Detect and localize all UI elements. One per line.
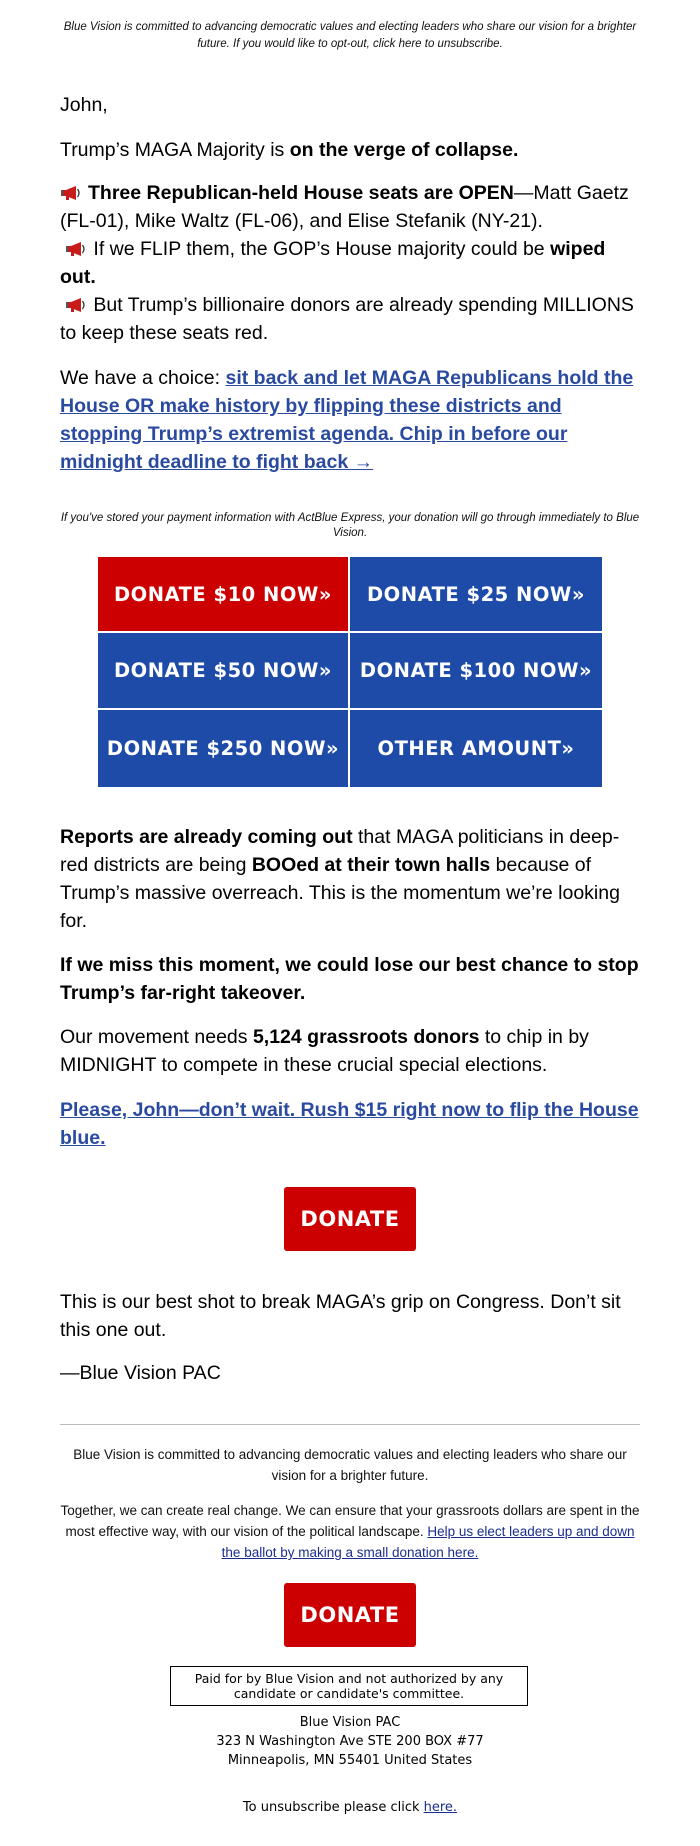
bullet-item — [60, 291, 640, 347]
footer-mission: Blue Vision is committed to advancing democratic values and electing leaders who share our vision for a brighter future. — [73, 1447, 627, 1483]
movement-text: Our movement needs — [60, 1026, 253, 1048]
hook-paragraph — [60, 136, 640, 164]
org-address — [60, 1713, 640, 1770]
donate-other-amount-button[interactable]: OTHER AMOUNT» — [350, 710, 602, 787]
address-line-1: 323 N Washington Ave STE 200 BOX #77 — [216, 1734, 484, 1749]
choice-text: We have a choice: — [60, 367, 226, 389]
bullet-list — [60, 179, 640, 347]
footer-divider — [60, 1424, 640, 1425]
org-name: Blue Vision PAC — [299, 1715, 401, 1730]
reports-text: that MAGA politicians in deep-red districts are being — [60, 826, 620, 876]
bullet2-text: If we FLIP them, the GOP’s House majority could be — [93, 238, 551, 260]
movement-paragraph — [60, 1023, 640, 1079]
hook-text: Trump’s MAGA Majority is — [60, 139, 290, 161]
footer-together-text: Together, we can create real change. We can ensure that your grassroots dollars are spent in the most effective way, with our vision of the political landscape. — [60, 1503, 640, 1539]
reports-text-end: because of Trump’s massive overreach. This is the momentum we’re looking for. — [60, 854, 620, 932]
miss-paragraph — [60, 951, 640, 1007]
header-optout-note: Blue Vision is committed to advancing democratic values and electing leaders who share our vision for a brighter future. If you would like to opt-out, click here to unsubscribe. — [63, 21, 637, 50]
choice-paragraph — [60, 364, 640, 476]
movement-text-end: to chip in by MIDNIGHT to compete in these crucial special elections. — [60, 1026, 589, 1076]
unsubscribe-line — [60, 1800, 640, 1815]
megaphone-icon — [65, 297, 87, 313]
reports-paragraph — [60, 823, 640, 935]
bullet3-text: But Trump’s billionaire donors are already spending MILLIONS to keep these seats red. — [60, 294, 634, 344]
reports-bold: Reports are already coming out — [60, 826, 353, 848]
bullet1-text: —Matt Gaetz (FL-01), Mike Waltz (FL-06), and Elise Stefanik (NY-21). — [60, 182, 629, 232]
donate-amount-grid — [98, 557, 602, 787]
bullet1-bold: Three Republican-held House seats are OPEN — [88, 182, 514, 204]
footer-together — [60, 1500, 640, 1563]
footer-donate-button[interactable]: DONATE — [284, 1583, 416, 1647]
donate-250-button[interactable]: DONATE $250 NOW» — [98, 710, 350, 787]
unsubscribe-link[interactable]: here. — [423, 1800, 458, 1815]
address-line-2: Minneapolis, MN 55401 United States — [227, 1753, 473, 1768]
reports-bold-townhalls: BOOed at their town halls — [251, 854, 491, 876]
hook-bold: on the verge of collapse. — [289, 139, 519, 161]
actblue-express-note: If you've stored your payment information with ActBlue Express, your donation will go through immediately to Blue Vision. — [60, 512, 640, 539]
unsubscribe-text: To unsubscribe please click — [242, 1800, 424, 1815]
bullet2-bold: wiped out. — [60, 238, 606, 288]
bullet-item — [60, 179, 640, 235]
signature: —Blue Vision PAC — [60, 1362, 221, 1384]
please-paragraph — [60, 1096, 640, 1152]
choice-donate-link[interactable]: sit back and let MAGA Republicans hold the House OR make history by flipping these districts and stopping Trump’s extremist agenda. Chip in before our midnight deadline to fight back → — [60, 367, 634, 473]
please-donate-link[interactable]: Please, John—don’t wait. Rush $15 right now to flip the House blue. — [60, 1099, 639, 1149]
footer-help-link[interactable]: Help us elect leaders up and down the ballot by making a small donation here. — [221, 1524, 635, 1560]
donate-25-button[interactable]: DONATE $25 NOW» — [350, 557, 602, 633]
megaphone-icon — [60, 185, 82, 201]
paid-for-disclaimer: Paid for by Blue Vision and not authorized by any candidate or candidate's committee. — [170, 1666, 528, 1706]
miss-bold: If we miss this moment, we could lose our best chance to stop Trump’s far-right takeover. — [60, 954, 639, 1004]
donate-100-button[interactable]: DONATE $100 NOW» — [350, 633, 602, 710]
donate-button[interactable]: DONATE — [284, 1187, 416, 1251]
movement-bold: 5,124 grassroots donors — [252, 1026, 480, 1048]
bullet-item — [60, 235, 640, 291]
closing-paragraph: This is our best shot to break MAGA’s grip on Congress. Don’t sit this one out. — [60, 1291, 621, 1341]
donate-50-button[interactable]: DONATE $50 NOW» — [98, 633, 350, 710]
megaphone-icon — [65, 241, 87, 257]
greeting: John, — [60, 94, 108, 116]
donate-10-button[interactable]: DONATE $10 NOW» — [98, 557, 350, 633]
